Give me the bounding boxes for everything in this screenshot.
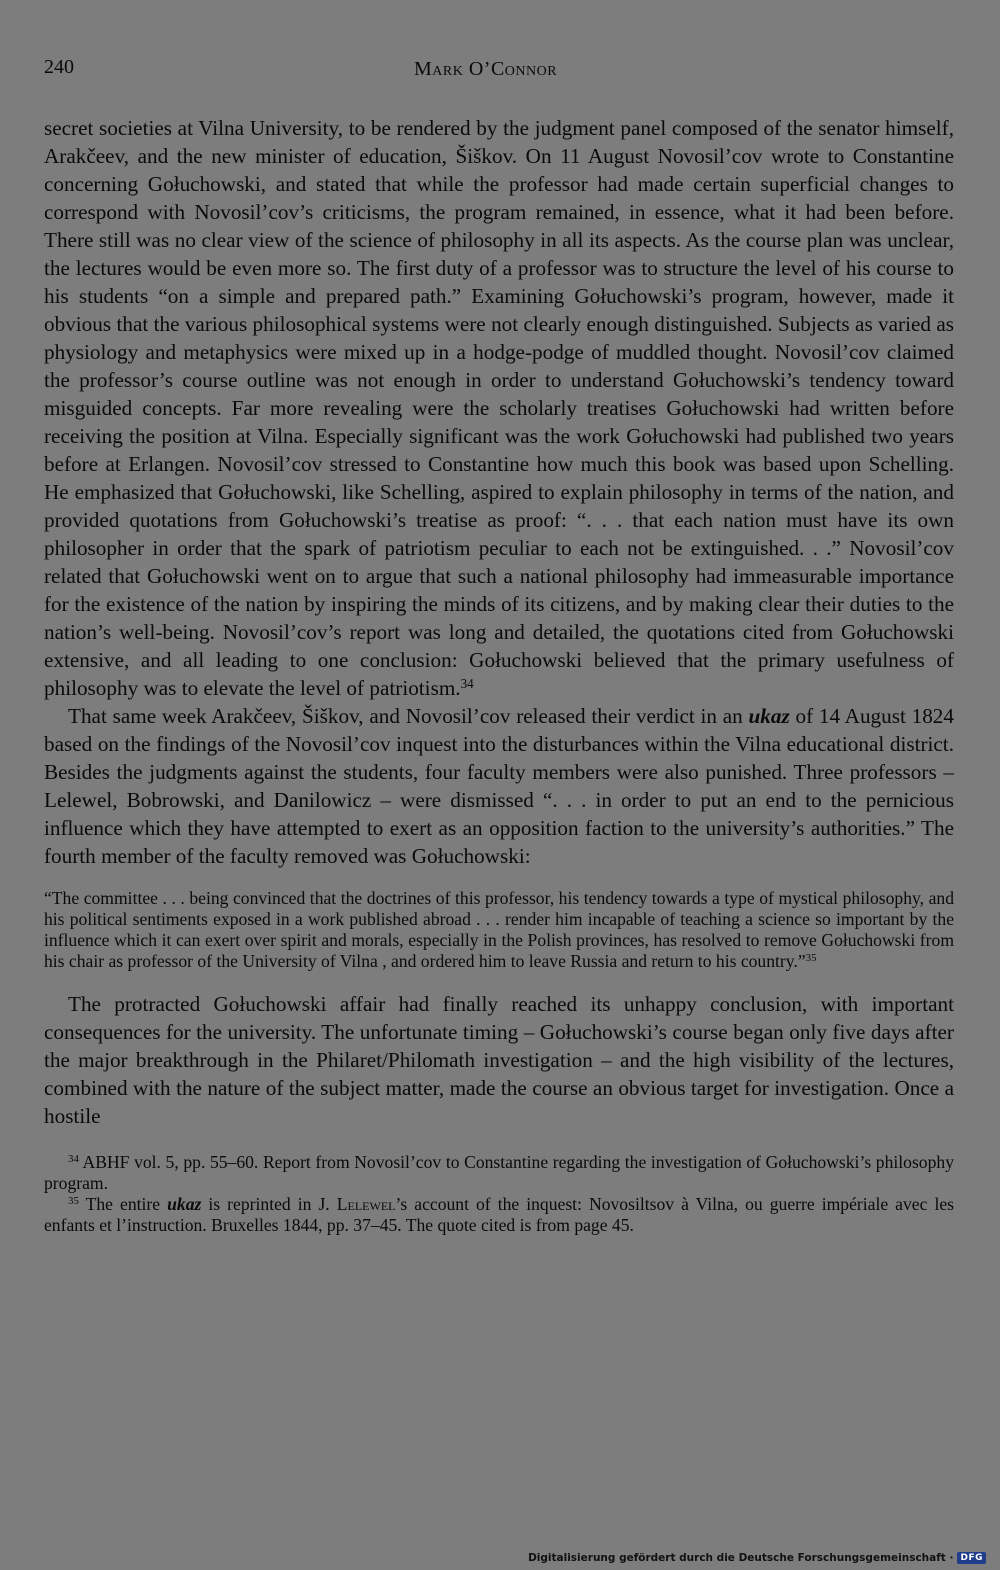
paragraph-3-text: The protracted Gołuchowski affair had finally reached its unhappy conclusion, with important consequences for the university. The unfortunate timing – Gołuchowski’s course began only five days after the major breakthrough in the Philaret/Philomath investigation – and the high visibility of the lectures, combined with the nature of the subject matter, made the course an obvious target for investigation. Once a hostile bbox=[44, 992, 954, 1128]
paragraph-2-text-b: of 14 August 1824 based on the findings of the Novosil’cov inquest into the disturbances within the Vilna educational district. Besides the judgments against the students, four faculty members were also punished. Three professors – Lelewel, Bobrowski, and Danilowicz – were dismissed “. . . in order to put an end to the pernicious influence which they have attempted to exert as an opposition faction to the university’s authorities.” The fourth member of the faculty removed was Gołuchowski: bbox=[44, 704, 954, 868]
paragraph-2 bbox=[44, 702, 954, 870]
footnote-35-text-b: is reprinted in J. bbox=[201, 1194, 337, 1214]
footnote-35 bbox=[44, 1194, 954, 1236]
running-title: Mark O’Connor bbox=[414, 58, 558, 80]
running-head bbox=[44, 52, 954, 86]
dfg-logo-icon: DFG bbox=[957, 1552, 986, 1564]
footnote-ref-35: 35 bbox=[805, 952, 817, 964]
footnote-34 bbox=[44, 1152, 954, 1194]
footnote-35-author: Lelewel bbox=[336, 1194, 396, 1214]
block-quote bbox=[44, 888, 954, 972]
page-number: 240 bbox=[44, 56, 74, 78]
footnote-34-number: 34 bbox=[68, 1153, 79, 1165]
block-quote-text: “The committee . . . being convinced that the doctrines of this professor, his tendency towards a type of mystical philosophy, and his political sentiments exposed in a work published abroad . . . render him incapable of teaching a science so important by the influence which it can exert over spirit and morals, especially in the Polish provinces, has resolved to remove Gołuchowski from his chair as professor of the University of Vilna , and ordered him to leave Russia and return to his country.” bbox=[44, 888, 954, 971]
footnote-35-text-c: ’s account of the inquest: Novosiltsov à Vilna, ou guerre impériale avec les enfants et l’instruction. Bruxelles 1844, pp. 37–45. The quote cited is from page 45. bbox=[44, 1194, 954, 1235]
ukaz-term: ukaz bbox=[748, 704, 790, 728]
footnotes bbox=[44, 1152, 954, 1236]
footnote-35-ukaz: ukaz bbox=[167, 1194, 202, 1214]
footnote-ref-34: 34 bbox=[460, 675, 474, 691]
footnote-35-text-a: The entire bbox=[78, 1194, 168, 1214]
paragraph-3 bbox=[44, 990, 954, 1130]
paragraph-1-text: secret societies at Vilna University, to be rendered by the judgment panel composed of the senator himself, Arakčeev, and the new minister of education, Šiškov. On 11 August Novosil’cov wrote to Constantine concerning Gołuchowski, and stated that while the professor had made certain superficial changes to correspond with Novosil’cov’s criticisms, the program remained, in essence, what it had been before. There still was no clear view of the science of philosophy in all its aspects. As the course plan was unclear, the lectures would be even more so. The first duty of a professor was to structure the level of his course to his students “on a simple and prepared path.” Examining Gołuchowski’s program, however, made it obvious that the various philosophical systems were not clearly enough distinguished. Subjects as varied as physiology and metaphysics were mixed up in a hodge-podge of muddled thought. Novosil’cov claimed the professor’s course outline was not enough in order to understand Gołuchowski’s tendency toward misguided concepts. Far more revealing were the scholarly treatises Gołuchowski had written before receiving the position at Vilna. Especially significant was the work Gołuchowski had published two years before at Erlangen. Novosil’cov stressed to Constantine how much this book was based upon Schelling. He emphasized that Gołuchowski, like Schelling, aspired to explain philosophy in terms of the nation, and provided quotations from Gołuchowski’s treatise as proof: “. . . that each nation must have its own philosopher in order that the spark of patriotism peculiar to each not be extinguished. . .” Novosil’cov related that Gołuchowski went on to argue that such a national philosophy had immeasurable importance for the existence of the nation by inspiring the minds of its citizens, and by making clear their duties to the nation’s well-being. Novosil’cov’s report was long and detailed, the quotations cited from Gołuchowski extensive, and all leading to one conclusion: Gołuchowski believed that the primary usefulness of philosophy was to elevate the level of patriotism. bbox=[44, 116, 954, 700]
footnote-35-number: 35 bbox=[68, 1195, 79, 1207]
digitization-credit-text: Digitalisierung gefördert durch die Deutsche Forschungsgemeinschaft · bbox=[528, 1552, 954, 1564]
digitization-credit bbox=[528, 1552, 986, 1564]
paragraph-2-text-a: That same week Arakčeev, Šiškov, and Novosil’cov released their verdict in an bbox=[68, 704, 749, 728]
footnote-34-text: ABHF vol. 5, pp. 55–60. Report from Novosil’cov to Constantine regarding the investigation of Gołuchowski’s philosophy program. bbox=[44, 1152, 954, 1193]
book-page bbox=[44, 52, 954, 1236]
body-text bbox=[44, 114, 954, 1130]
paragraph-1 bbox=[44, 114, 954, 702]
